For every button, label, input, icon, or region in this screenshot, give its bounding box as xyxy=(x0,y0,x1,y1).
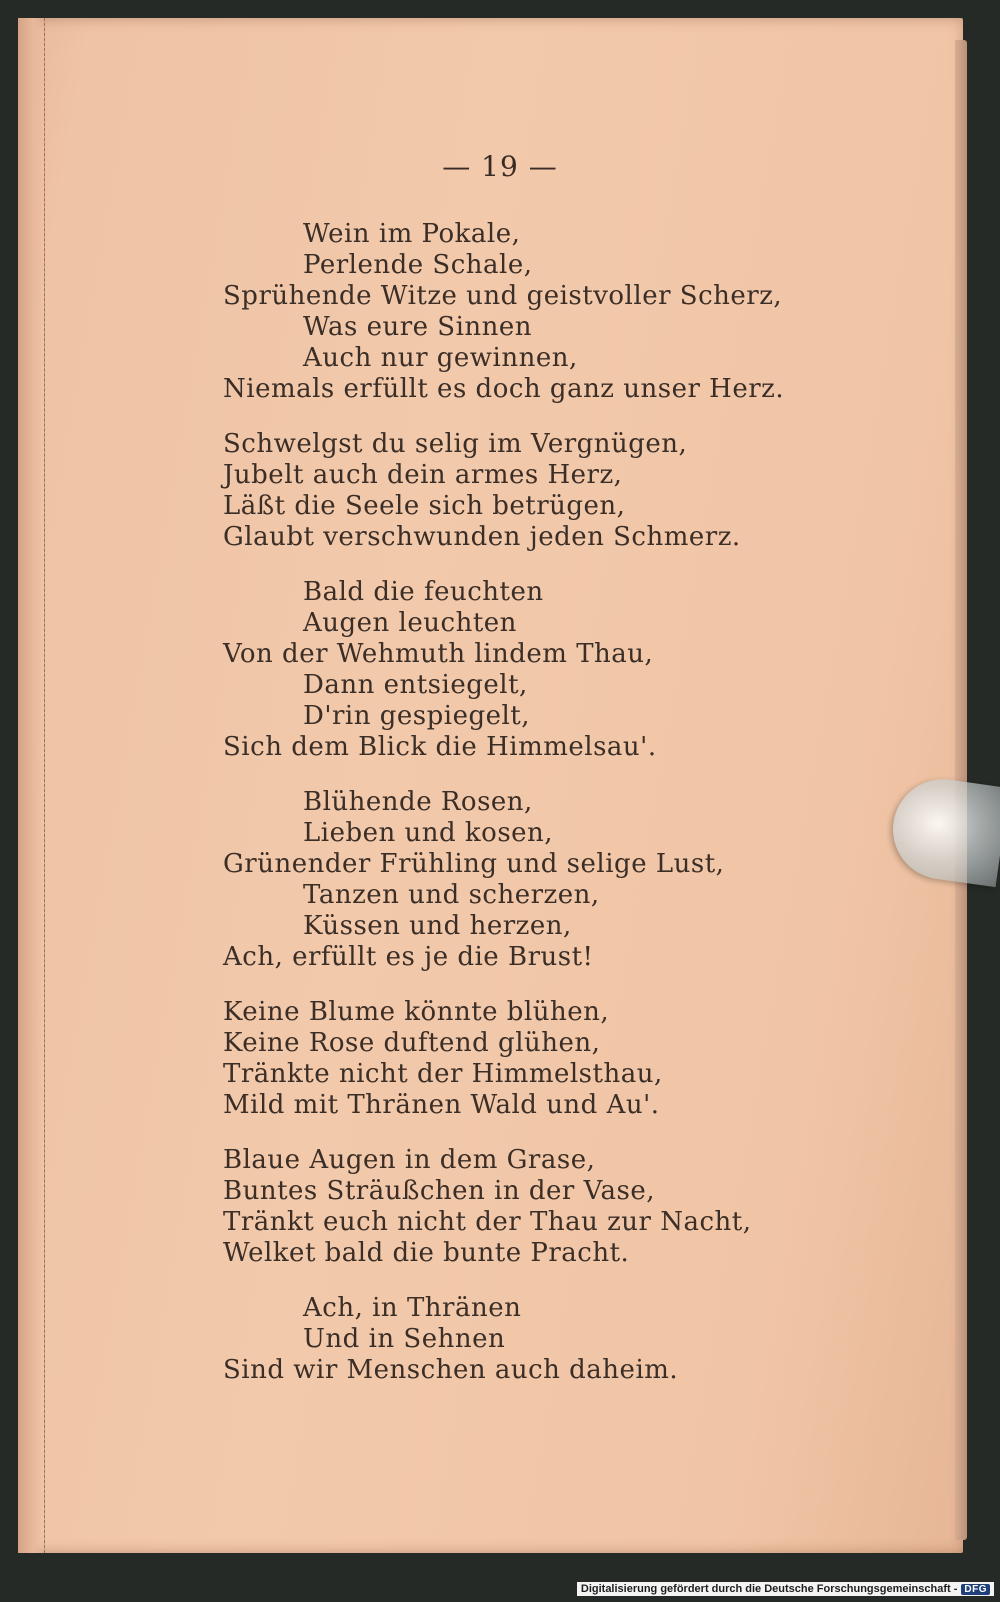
poem-line: Glaubt verschwunden jeden Schmerz. xyxy=(223,522,741,552)
poem-line: Ach, erfüllt es je die Brust! xyxy=(223,942,594,972)
poem-line: Tanzen und scherzen, xyxy=(303,880,600,910)
stanza-gap xyxy=(223,973,784,997)
poem-line: Perlende Schale, xyxy=(303,250,533,280)
book-spine xyxy=(18,18,45,1553)
stanza xyxy=(223,219,784,405)
stanza xyxy=(223,577,784,763)
poem-line: Sind wir Menschen auch daheim. xyxy=(223,1355,679,1385)
poem-line: Was eure Sinnen xyxy=(303,312,533,342)
poem-line: Ach, in Thränen xyxy=(303,1293,522,1323)
footer-credit-bar xyxy=(577,1582,994,1596)
stanza-gap xyxy=(223,553,784,577)
page-number: — 19 — xyxy=(442,150,558,183)
stanza xyxy=(223,787,784,973)
poem-line: Buntes Sträußchen in der Vase, xyxy=(223,1176,655,1206)
poem-line: Keine Blume könnte blühen, xyxy=(223,997,610,1027)
poem-line: Mild mit Thränen Wald und Au'. xyxy=(223,1090,660,1120)
poem-line: Tränkt euch nicht der Thau zur Nacht, xyxy=(223,1207,752,1237)
poem-line: Und in Sehnen xyxy=(303,1324,506,1354)
poem-line: Läßt die Seele sich betrügen, xyxy=(223,491,626,521)
poem-line: Bald die feuchten xyxy=(303,577,544,607)
stanza xyxy=(223,997,784,1121)
stanza-gap xyxy=(223,1121,784,1145)
poem-line: Welket bald die bunte Pracht. xyxy=(223,1238,630,1268)
poem-line: Jubelt auch dein armes Herz, xyxy=(223,460,623,490)
stanza xyxy=(223,1145,784,1269)
stanza-gap xyxy=(223,763,784,787)
poem-line: Grünender Frühling und selige Lust, xyxy=(223,849,725,879)
poem-line: Wein im Pokale, xyxy=(303,219,521,249)
poem-line: Augen leuchten xyxy=(303,608,517,638)
stanza xyxy=(223,429,784,553)
poem-line: Auch nur gewinnen, xyxy=(303,343,578,373)
poem-line: Dann entsiegelt, xyxy=(303,670,528,700)
stanza-gap xyxy=(223,1269,784,1293)
poem-line: Sich dem Blick die Himmelsau'. xyxy=(223,732,657,762)
stanza xyxy=(223,1293,784,1386)
poem-line: Tränkte nicht der Himmelsthau, xyxy=(223,1059,663,1089)
footer-credit: Digitalisierung gefördert durch die Deutsche Forschungsgemeinschaft - xyxy=(580,1583,958,1595)
poem-line: Blaue Augen in dem Grase, xyxy=(223,1145,596,1175)
dfg-logo: DFG xyxy=(961,1584,990,1595)
poem-line: Niemals erfüllt es doch ganz unser Herz. xyxy=(223,374,785,404)
poem-line: Schwelgst du selig im Vergnügen, xyxy=(223,429,688,459)
poem-line: Keine Rose duftend glühen, xyxy=(223,1028,601,1058)
poem-line: Sprühende Witze und geistvoller Scherz, xyxy=(223,281,783,311)
poem-line: Küssen und herzen, xyxy=(303,911,572,941)
poem-line: Von der Wehmuth lindem Thau, xyxy=(223,639,654,669)
poem-line: D'rin gespiegelt, xyxy=(303,701,531,731)
stanza-gap xyxy=(223,405,784,429)
poem-line: Blühende Rosen, xyxy=(303,787,533,817)
poem-text xyxy=(223,219,784,1386)
poem-line: Lieben und kosen, xyxy=(303,818,554,848)
